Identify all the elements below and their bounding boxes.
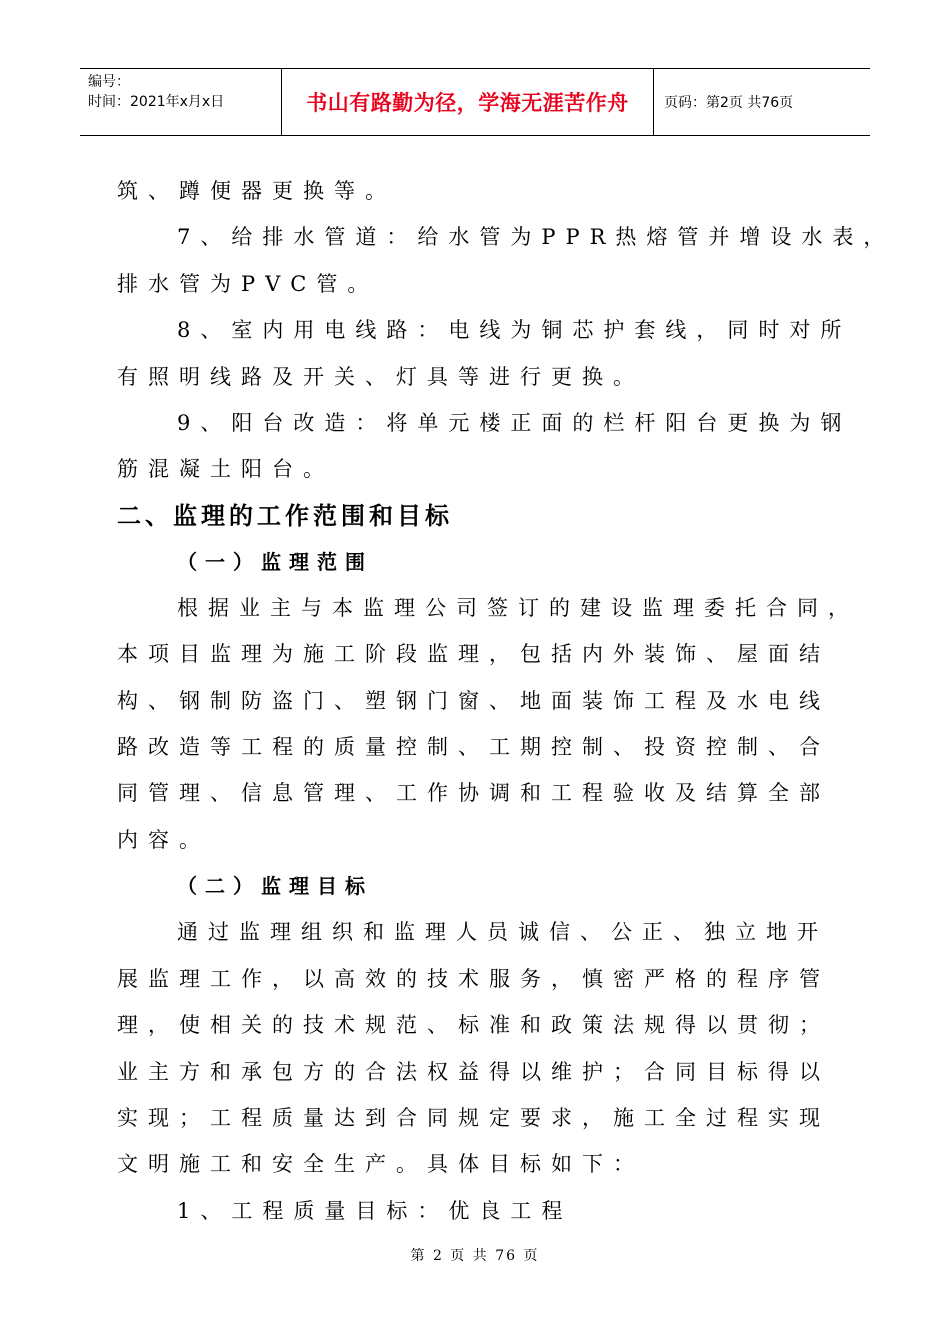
subsection-heading-goals: （二）监理目标 xyxy=(177,874,373,899)
paragraph-line: 排水管为PVC管。 xyxy=(117,271,379,296)
paragraph-line: 业主方和承包方的合法权益得以维护；合同目标得以 xyxy=(117,1059,830,1084)
paragraph-line: 构、钢制防盗门、塑钢门窗、地面装饰工程及水电线 xyxy=(117,688,830,713)
page-footer: 第 2 页 共 76 页 xyxy=(410,1248,540,1264)
paragraph-line: 内容。 xyxy=(117,827,210,852)
document-date: 时间：2021年x月x日 xyxy=(88,94,225,110)
paragraph-line: 筑、蹲便器更换等。 xyxy=(117,179,396,203)
paragraph-line: 通过监理组织和监理人员诚信、公正、独立地开 xyxy=(177,920,828,945)
document-body xyxy=(117,168,895,1234)
header-meta xyxy=(80,69,282,135)
paragraph-line: 本项目监理为施工阶段监理，包括内外装饰、屋面结 xyxy=(117,642,830,667)
paragraph-line: 展监理工作，以高效的技术服务，慎密严格的程序管 xyxy=(117,966,830,991)
document-number: 编号： xyxy=(88,74,130,90)
paragraph-line: 同管理、信息管理、工作协调和工程验收及结算全部 xyxy=(117,781,830,806)
header-page-number: 页码：第2页 共76页 xyxy=(664,95,794,111)
paragraph-line: 有照明线路及开关、灯具等进行更换。 xyxy=(117,364,644,389)
paragraph-line: 文明施工和安全生产。具体目标如下： xyxy=(117,1152,644,1177)
list-item-8: 8、室内用电线路：电线为铜芯护套线，同时对所 xyxy=(177,318,852,343)
paragraph-line: 理，使相关的技术规范、标准和政策法规得以贯彻； xyxy=(117,1013,830,1038)
section-heading: 二、监理的工作范围和目标 xyxy=(117,501,453,530)
paragraph-line: 实现；工程质量达到合同规定要求，施工全过程实现 xyxy=(117,1105,830,1130)
header-motto: 书山有路勤为径，学海无涯苦作舟 xyxy=(282,69,654,135)
list-item-1: 1、工程质量目标：优良工程 xyxy=(177,1198,573,1223)
paragraph-line: 路改造等工程的质量控制、工期控制、投资控制、合 xyxy=(117,735,830,760)
paragraph-line: 根据业主与本监理公司签订的建设监理委托合同， xyxy=(177,595,859,620)
paragraph-line: 筋混凝土阳台。 xyxy=(117,457,334,482)
subsection-heading-scope: （一）监理范围 xyxy=(177,549,373,574)
list-item-7: 7、给排水管道：给水管为PPR热熔管并增设水表， xyxy=(177,225,895,250)
list-item-9: 9、阳台改造：将单元楼正面的栏杆阳台更换为钢 xyxy=(177,411,852,436)
page-header xyxy=(80,68,870,136)
